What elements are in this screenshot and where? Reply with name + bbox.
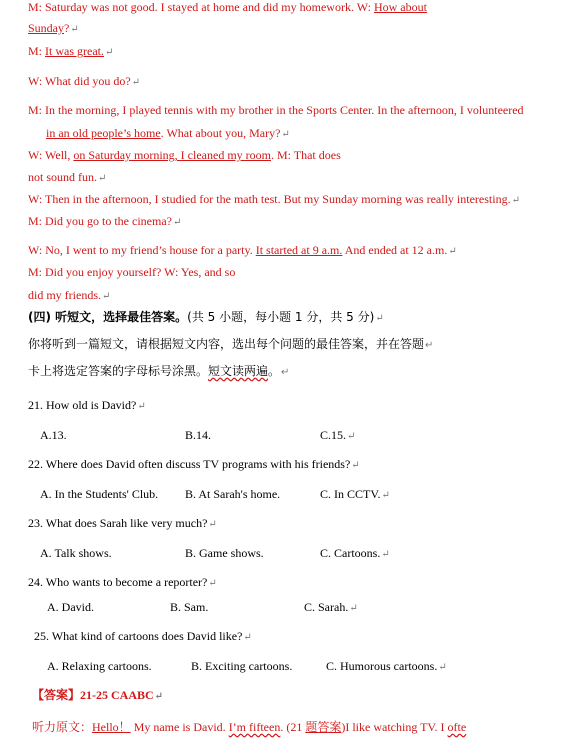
paragraph-mark-icon: ↵ (137, 401, 146, 412)
question-21: 21. How old is David?↵ (28, 398, 146, 412)
paragraph-mark-icon: ↵ (105, 47, 114, 58)
dialogue-line-10: M: Did you go to the cinema?↵ (28, 214, 182, 228)
q23-option-b: B. Game shows. (185, 546, 264, 560)
question-24: 24. Who wants to become a reporter?↵ (28, 575, 217, 589)
paragraph-mark-icon: ↵ (425, 340, 434, 351)
paragraph-mark-icon: ↵ (172, 217, 182, 228)
paragraph-mark-icon: ↵ (102, 291, 111, 302)
paragraph-mark-icon: ↵ (208, 578, 217, 589)
dialogue-line-4: W: What did you do?↵ (28, 74, 141, 88)
dialogue-line-11: W: No, I went to my friend’s house for a party. It started at 9 a.m. And ended at 12 a.m.↵ (28, 243, 457, 257)
paragraph-mark-icon: ↵ (381, 490, 390, 501)
dialogue-line-12: M: Did you enjoy yourself? W: Yes, and so (28, 265, 236, 279)
q25-option-a: A. Relaxing cartoons. (47, 659, 152, 673)
paragraph-mark-icon: ↵ (131, 77, 141, 88)
q23-option-c: C. Cartoons.↵ (320, 546, 390, 560)
q24-option-b: B. Sam. (170, 600, 209, 614)
dialogue-line-2: Sunday?↵ (28, 21, 79, 35)
q25-option-c: C. Humorous cartoons.↵ (326, 659, 447, 673)
dialogue-line-5: M: In the morning, I played tennis with my brother in the Sports Center. In the afternoon, I volunteered (28, 103, 524, 117)
paragraph-mark-icon: ↵ (511, 195, 520, 206)
paragraph-mark-icon: ↵ (98, 173, 107, 184)
dialogue-line-1: M: Saturday was not good. I stayed at home and did my homework. W: How about (28, 0, 427, 14)
dialogue-line-8: not sound fun.↵ (28, 170, 107, 184)
q21-option-a: A.13. (40, 428, 67, 442)
section-instruction-1: 你将听到一篇短文，请根据短文内容，选出每个问题的最佳答案，并在答题↵ (28, 337, 434, 351)
paragraph-mark-icon: ↵ (281, 129, 290, 140)
answer-line: 【答案】21-25 CAABC↵ (32, 688, 164, 702)
paragraph-mark-icon: ↵ (281, 367, 290, 378)
paragraph-mark-icon: ↵ (448, 246, 457, 257)
q25-option-b: B. Exciting cartoons. (191, 659, 293, 673)
paragraph-mark-icon: ↵ (438, 662, 447, 673)
paragraph-mark-icon: ↵ (347, 431, 356, 442)
paragraph-mark-icon: ↵ (381, 549, 390, 560)
q21-option-c: C.15.↵ (320, 428, 356, 442)
dialogue-line-9: W: Then in the afternoon, I studied for the math test. But my Sunday morning was really interesting.↵ (28, 192, 520, 206)
q22-option-b: B. At Sarah's home. (185, 487, 281, 501)
section-heading: (四) 听短文，选择最佳答案。(共 5 小题，每小题 1 分，共 5 分)↵ (28, 310, 384, 324)
paragraph-mark-icon: ↵ (349, 603, 358, 614)
listening-script-line: 听力原文：Hello！ My name is David. I’m fifteen. (21 题答案)I like watching TV. I ofte (32, 720, 467, 734)
q21-option-b: B.14. (185, 428, 212, 442)
paragraph-mark-icon: ↵ (70, 24, 79, 35)
q23-option-a: A. Talk shows. (40, 546, 112, 560)
q22-option-a: A. In the Students' Club. (40, 487, 159, 501)
question-25: 25. What kind of cartoons does David like?↵ (34, 629, 252, 643)
q22-option-c: C. In CCTV.↵ (320, 487, 390, 501)
dialogue-line-13: did my friends.↵ (28, 288, 111, 302)
question-22: 22. Where does David often discuss TV programs with his friends?↵ (28, 457, 360, 471)
section-instruction-2: 卡上将选定答案的字母标号涂黑。短文读两遍。↵ (28, 364, 290, 378)
paragraph-mark-icon: ↵ (208, 519, 217, 530)
dialogue-line-3: M: It was great.↵ (28, 44, 114, 58)
paragraph-mark-icon: ↵ (375, 313, 384, 324)
paragraph-mark-icon: ↵ (154, 691, 164, 702)
q24-option-c: C. Sarah.↵ (304, 600, 358, 614)
dialogue-line-6: in an old people’s home. What about you, Mary?↵ (46, 126, 290, 140)
question-23: 23. What does Sarah like very much?↵ (28, 516, 217, 530)
q24-option-a: A. David. (47, 600, 94, 614)
dialogue-line-7: W: Well, on Saturday morning, I cleaned my room. M: That does (28, 148, 341, 162)
paragraph-mark-icon: ↵ (351, 460, 360, 471)
paragraph-mark-icon: ↵ (243, 632, 252, 643)
